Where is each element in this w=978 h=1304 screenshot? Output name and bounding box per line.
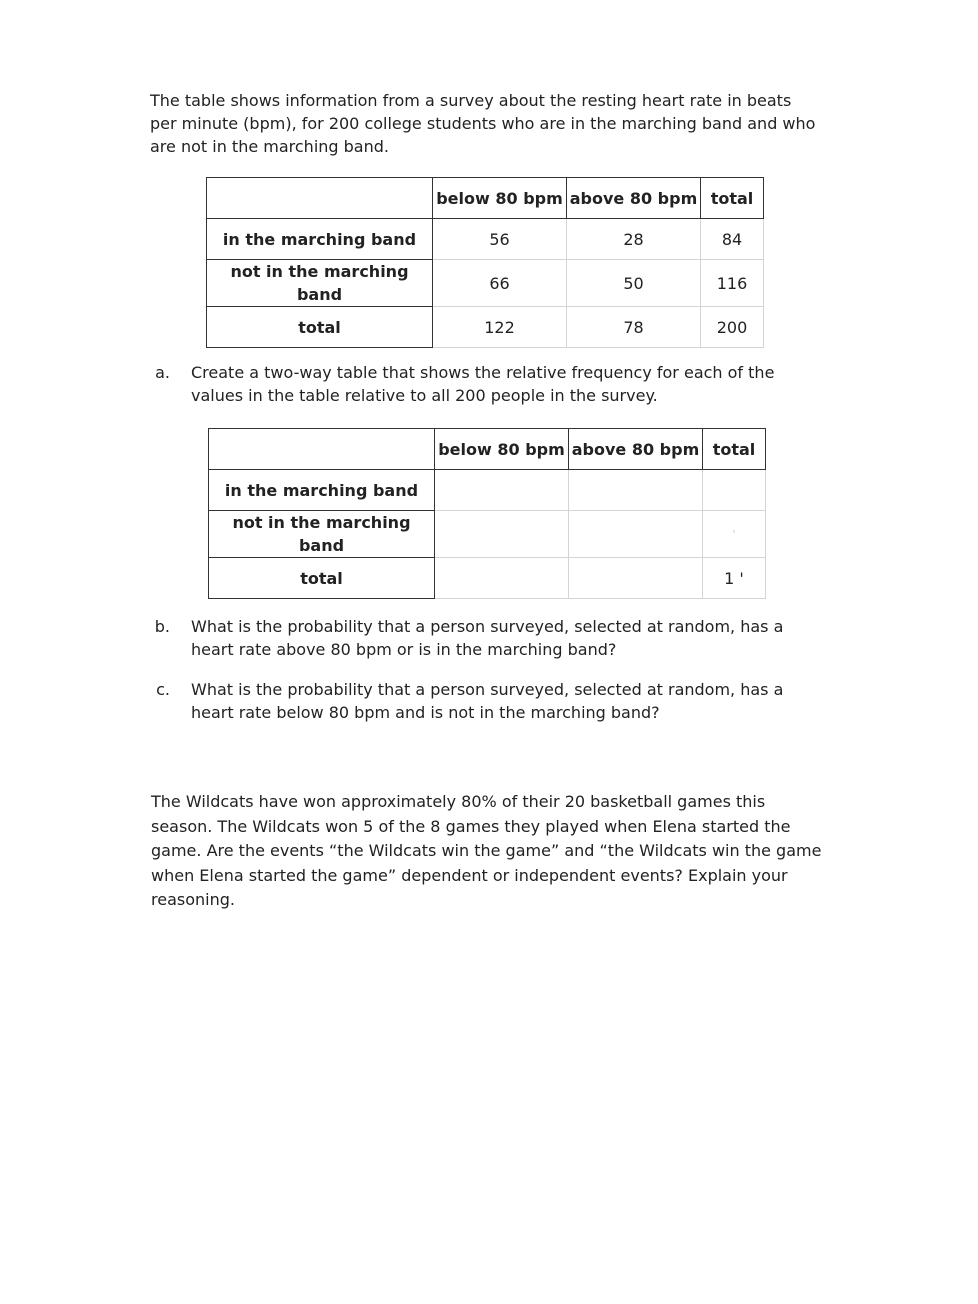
question-a-label: a. — [155, 363, 170, 382]
intro-paragraph: The table shows information from a survey about the resting heart rate in beats per minute (bpm), for 200 college students who are in the marching band and who are not in the marching band. — [150, 91, 816, 156]
table-row — [209, 470, 766, 511]
table-cell: 78 — [567, 307, 701, 348]
table-cell: 84 — [701, 219, 764, 260]
table-row — [207, 260, 764, 307]
answer-cell[interactable] — [569, 470, 703, 511]
answer-cell[interactable] — [435, 470, 569, 511]
answer-cell[interactable] — [569, 511, 703, 558]
header-cell-total: total — [701, 178, 764, 219]
row-label-in-band: in the marching band — [207, 219, 433, 260]
table-row — [207, 307, 764, 348]
row-label-in-band: in the marching band — [209, 470, 435, 511]
header-cell-above-80: above 80 bpm — [569, 429, 703, 470]
header-cell-total: total — [703, 429, 766, 470]
answer-cell[interactable]: ' — [703, 511, 766, 558]
table-cell: 28 — [567, 219, 701, 260]
header-cell-above-80: above 80 bpm — [567, 178, 701, 219]
question-c-label: c. — [156, 680, 170, 699]
heart-rate-table — [206, 177, 764, 348]
row-label-total: total — [207, 307, 433, 348]
table-cell: 122 — [433, 307, 567, 348]
header-cell-below-80: below 80 bpm — [433, 178, 567, 219]
table-cell: 116 — [701, 260, 764, 307]
question-b-label: b. — [154, 617, 170, 636]
table-cell: 66 — [433, 260, 567, 307]
table-row — [209, 511, 766, 558]
table-header-row — [207, 178, 764, 219]
row-label-total: total — [209, 558, 435, 599]
table-row — [209, 558, 766, 599]
answer-cell[interactable] — [569, 558, 703, 599]
header-cell-below-80: below 80 bpm — [435, 429, 569, 470]
answer-cell[interactable] — [435, 558, 569, 599]
answer-cell[interactable]: 1 ' — [703, 558, 766, 599]
answer-cell[interactable] — [703, 470, 766, 511]
question-b-text: What is the probability that a person surveyed, selected at random, has a heart rate above 80 bpm or is in the marching band? — [191, 617, 784, 659]
header-cell-empty — [209, 429, 435, 470]
relative-frequency-table — [208, 428, 766, 599]
table-row — [207, 219, 764, 260]
wildcats-paragraph: The Wildcats have won approximately 80% of their 20 basketball games this season. The Wildcats won 5 of the 8 games they played when Elena started the game. Are the events “the Wildcats win the game” and “the Wildcats win the game when Elena started the game” dependent or independent events? Explain your reasoning. — [151, 792, 822, 909]
answer-cell[interactable] — [435, 511, 569, 558]
question-c-text: What is the probability that a person surveyed, selected at random, has a heart rate below 80 bpm and is not in the marching band? — [191, 680, 784, 722]
table-cell: 56 — [433, 219, 567, 260]
table-cell: 200 — [701, 307, 764, 348]
header-cell-empty — [207, 178, 433, 219]
row-label-not-in-band: not in the marching band — [209, 511, 435, 558]
row-label-not-in-band: not in the marching band — [207, 260, 433, 307]
question-a-text: Create a two-way table that shows the relative frequency for each of the values in the table relative to all 200 people in the survey. — [191, 363, 775, 405]
table-cell: 50 — [567, 260, 701, 307]
table-header-row — [209, 429, 766, 470]
